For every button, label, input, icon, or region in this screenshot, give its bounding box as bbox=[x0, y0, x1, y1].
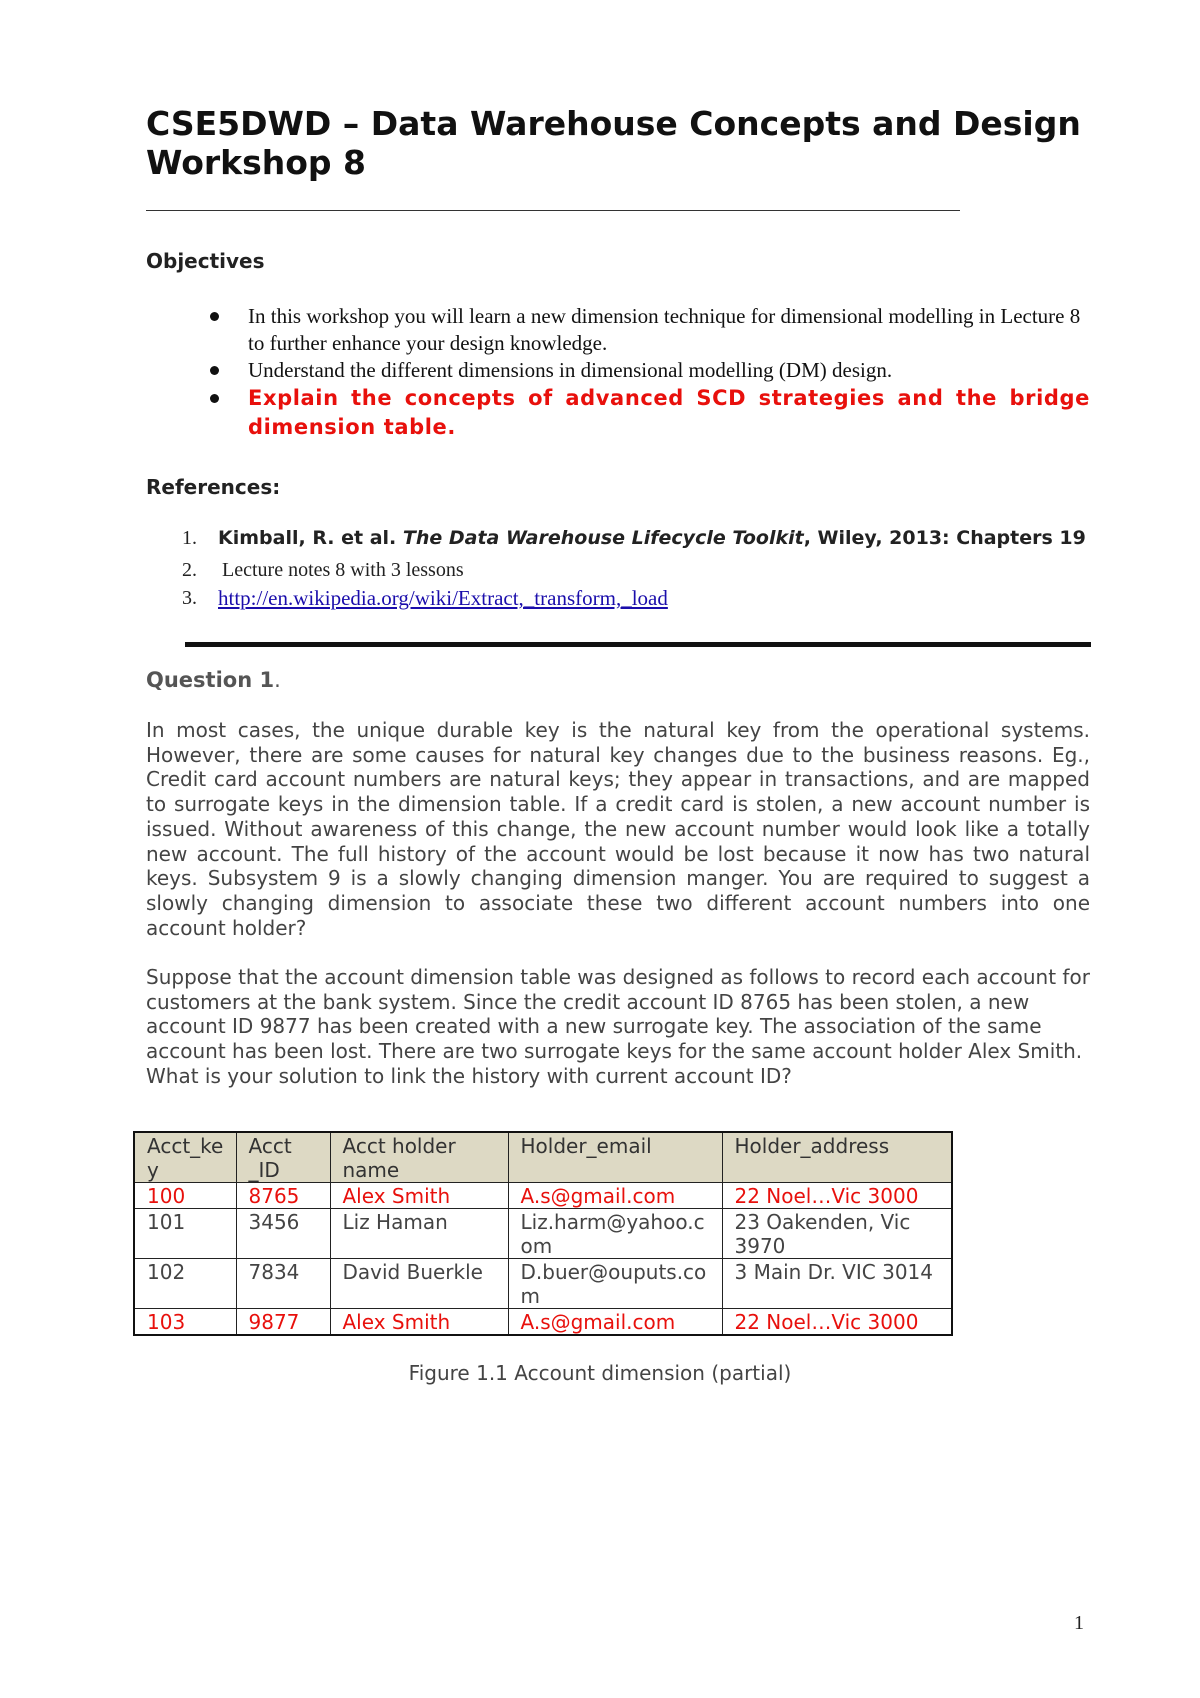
cell-acct-id: 9877 bbox=[236, 1309, 330, 1336]
reference-link[interactable]: http://en.wikipedia.org/wiki/Extract,_transform,_load bbox=[218, 586, 668, 610]
reference-item bbox=[146, 586, 1106, 610]
cell-holder-address: 22 Noel…Vic 3000 bbox=[722, 1183, 952, 1209]
cell-holder-name: Liz Haman bbox=[330, 1209, 508, 1259]
cell-holder-name: Alex Smith bbox=[330, 1183, 508, 1209]
objective-text: In this workshop you will learn a new dimension technique for dimensional modelling in Lecture 8 to further enhance your design knowledge. bbox=[248, 304, 1081, 355]
table-row bbox=[134, 1309, 952, 1336]
objectives-list bbox=[210, 303, 1090, 442]
question-suffix: . bbox=[274, 668, 281, 692]
reference-number: 1. bbox=[182, 527, 197, 549]
cell-acct-key: 102 bbox=[134, 1259, 236, 1309]
references-list bbox=[146, 526, 1106, 610]
cell-acct-id: 7834 bbox=[236, 1259, 330, 1309]
cell-holder-address: 23 Oakenden, Vic 3970 bbox=[722, 1209, 952, 1259]
cell-holder-email: D.buer@ouputs.com bbox=[508, 1259, 722, 1309]
reference-item bbox=[146, 526, 1106, 558]
title-divider bbox=[146, 210, 960, 211]
objective-text: Explain the concepts of advanced SCD strategies and the bridge dimension table. bbox=[248, 386, 1090, 439]
column-header: Acct holder name bbox=[330, 1132, 508, 1183]
column-header: Holder_address bbox=[722, 1132, 952, 1183]
column-header: Acct_key bbox=[134, 1132, 236, 1183]
column-header: Holder_email bbox=[508, 1132, 722, 1183]
reference-item bbox=[146, 558, 1106, 586]
cell-acct-id: 3456 bbox=[236, 1209, 330, 1259]
cell-holder-name: Alex Smith bbox=[330, 1309, 508, 1336]
question-heading bbox=[146, 668, 281, 692]
page-number: 1 bbox=[1074, 1612, 1084, 1634]
objective-item bbox=[210, 303, 1090, 357]
cell-holder-address: 3 Main Dr. VIC 3014 bbox=[722, 1259, 952, 1309]
column-header: Acct _ID bbox=[236, 1132, 330, 1183]
title-line-1: CSE5DWD – Data Warehouse Concepts and Design bbox=[146, 104, 1081, 143]
cell-holder-email: Liz.harm@yahoo.com bbox=[508, 1209, 722, 1259]
objectives-heading: Objectives bbox=[146, 249, 265, 273]
question-paragraph-1: In most cases, the unique durable key is the natural key from the operational systems. However, there are some causes for natural key changes due to the business reasons. Eg., Credit card account numbers are natural keys; they appear in transactions, and are mapped to surrogate keys in the dimension table. If a credit card is stolen, a new account number is issued. Without awareness of this change, the new account number would look like a totally new account. The full history of the account would be lost because it now has two natural keys. Subsystem 9 is a slowly changing dimension manger. You are required to suggest a slowly changing dimension to associate these two different account numbers into one account holder? bbox=[146, 718, 1090, 940]
cell-holder-email: A.s@gmail.com bbox=[508, 1309, 722, 1336]
objective-item bbox=[210, 357, 1090, 384]
cell-holder-name: David Buerkle bbox=[330, 1259, 508, 1309]
objective-text: Understand the different dimensions in dimensional modelling (DM) design. bbox=[248, 358, 893, 382]
cell-holder-address: 22 Noel…Vic 3000 bbox=[722, 1309, 952, 1336]
bullet-icon bbox=[210, 366, 219, 375]
reference-book-title: The Data Warehouse Lifecycle Toolkit bbox=[402, 527, 804, 549]
question-paragraph-2: Suppose that the account dimension table was designed as follows to record each account for customers at the bank system. Since the credit account ID 8765 has been stolen, a new account ID 9877 has been created with a new surrogate key. The association of the same account has been lost. There are two surrogate keys for the same account holder Alex Smith. What is your solution to link the history with current account ID? bbox=[146, 965, 1090, 1088]
cell-acct-key: 103 bbox=[134, 1309, 236, 1336]
table-header-row bbox=[134, 1132, 952, 1183]
table-row bbox=[134, 1259, 952, 1309]
table-row bbox=[134, 1183, 952, 1209]
reference-publisher: , Wiley, 2013: Chapters 19 bbox=[803, 527, 1086, 549]
objective-item-highlighted bbox=[210, 384, 1090, 442]
reference-number: 3. bbox=[182, 587, 197, 609]
reference-number: 2. bbox=[182, 559, 197, 581]
cell-acct-key: 100 bbox=[134, 1183, 236, 1209]
cell-acct-id: 8765 bbox=[236, 1183, 330, 1209]
question-label: Question 1 bbox=[146, 668, 275, 692]
account-dimension-table bbox=[133, 1131, 953, 1336]
bullet-icon bbox=[210, 394, 219, 403]
reference-author: Kimball, R. et al. bbox=[218, 527, 403, 549]
bullet-icon bbox=[210, 312, 219, 321]
cell-acct-key: 101 bbox=[134, 1209, 236, 1259]
title-line-2: Workshop 8 bbox=[146, 143, 366, 182]
figure-caption: Figure 1.1 Account dimension (partial) bbox=[408, 1361, 792, 1385]
document-title bbox=[146, 104, 1126, 182]
reference-text: Lecture notes 8 with 3 lessons bbox=[222, 559, 464, 581]
section-divider bbox=[185, 642, 1091, 647]
table-row bbox=[134, 1209, 952, 1259]
references-heading: References: bbox=[146, 475, 281, 499]
cell-holder-email: A.s@gmail.com bbox=[508, 1183, 722, 1209]
